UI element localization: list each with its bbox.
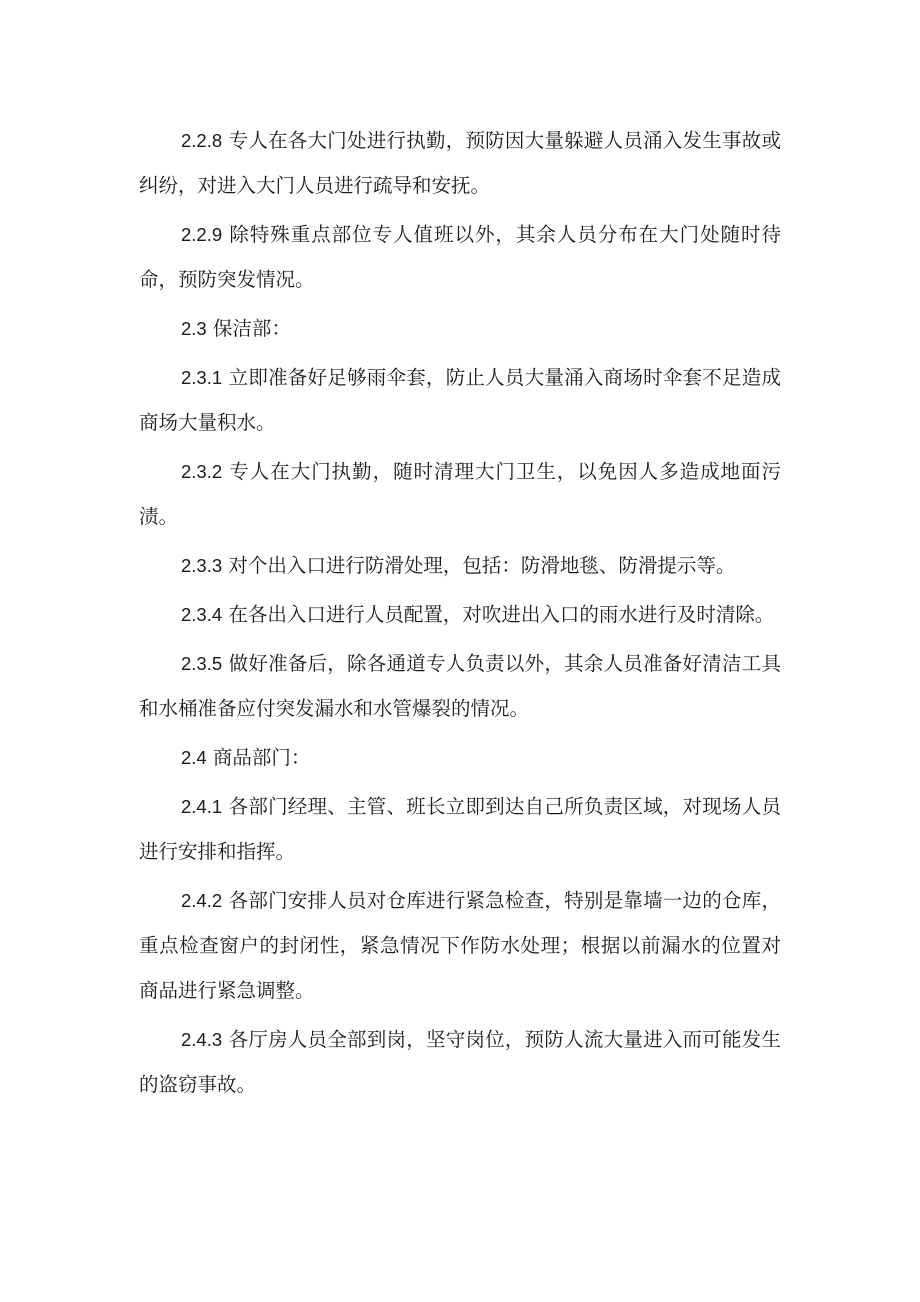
paragraph-2-3-2 xyxy=(139,449,781,539)
section-heading-text: 商品部门： xyxy=(206,746,311,769)
paragraph-2-3-4 xyxy=(139,592,781,637)
paragraph-text: 做好准备后，除各通道专人负责以外，其余人员准备好清洁工具和水桶准备应付突发漏水和水管爆裂的情况。 xyxy=(139,652,781,720)
section-number: 2.3.5 xyxy=(181,653,223,674)
paragraph-text: 专人在各大门处进行执勤，预防因大量躲避人员涌入发生事故或纠纷，对进入大门人员进行疏导和安抚。 xyxy=(139,129,781,197)
paragraph-text: 在各出入口进行人员配置，对吹进出入口的雨水进行及时清除。 xyxy=(222,603,775,626)
paragraph-2-4-1 xyxy=(139,784,781,874)
paragraph-text: 对个出入口进行防滑处理，包括：防滑地毯、防滑提示等。 xyxy=(222,554,736,577)
paragraph-text: 各部门安排人员对仓库进行紧急检查，特别是靠墙一边的仓库，重点检查窗户的封闭性，紧急情况下作防水处理；根据以前漏水的位置对商品进行紧急调整。 xyxy=(139,889,781,1002)
section-number: 2.4.1 xyxy=(181,796,223,817)
document-body xyxy=(139,118,781,1111)
section-heading-text: 保洁部： xyxy=(206,317,291,340)
paragraph-text: 各部门经理、主管、班长立即到达自己所负责区域，对现场人员进行安排和指挥。 xyxy=(139,795,781,863)
paragraph-text: 各厅房人员全部到岗，坚守岗位，预防人流大量进入而可能发生的盗窃事故。 xyxy=(139,1028,781,1096)
paragraph-text: 除特殊重点部位专人值班以外，其余人员分布在大门处随时待命，预防突发情况。 xyxy=(139,223,781,291)
section-number: 2.2.9 xyxy=(181,224,223,245)
paragraph-2-3-1 xyxy=(139,355,781,445)
section-number: 2.2.8 xyxy=(181,130,223,151)
section-number: 2.4.3 xyxy=(181,1029,223,1050)
section-number: 2.3.1 xyxy=(181,367,223,388)
section-number: 2.4.2 xyxy=(181,890,223,911)
paragraph-2-4-3 xyxy=(139,1017,781,1107)
section-number: 2.3.3 xyxy=(181,555,223,576)
section-number: 2.3.4 xyxy=(181,604,223,625)
paragraph-2-3-5 xyxy=(139,641,781,731)
section-number: 2.4 xyxy=(181,747,207,768)
paragraph-2-4-2 xyxy=(139,878,781,1013)
heading-2-3 xyxy=(139,306,781,351)
paragraph-text: 专人在大门执勤，随时清理大门卫生，以免因人多造成地面污渍。 xyxy=(139,460,781,528)
paragraph-2-2-8 xyxy=(139,118,781,208)
paragraph-2-2-9 xyxy=(139,212,781,302)
section-number: 2.3.2 xyxy=(181,461,223,482)
paragraph-text: 立即准备好足够雨伞套，防止人员大量涌入商场时伞套不足造成商场大量积水。 xyxy=(139,366,781,434)
heading-2-4 xyxy=(139,735,781,780)
paragraph-2-3-3 xyxy=(139,543,781,588)
section-number: 2.3 xyxy=(181,318,207,339)
